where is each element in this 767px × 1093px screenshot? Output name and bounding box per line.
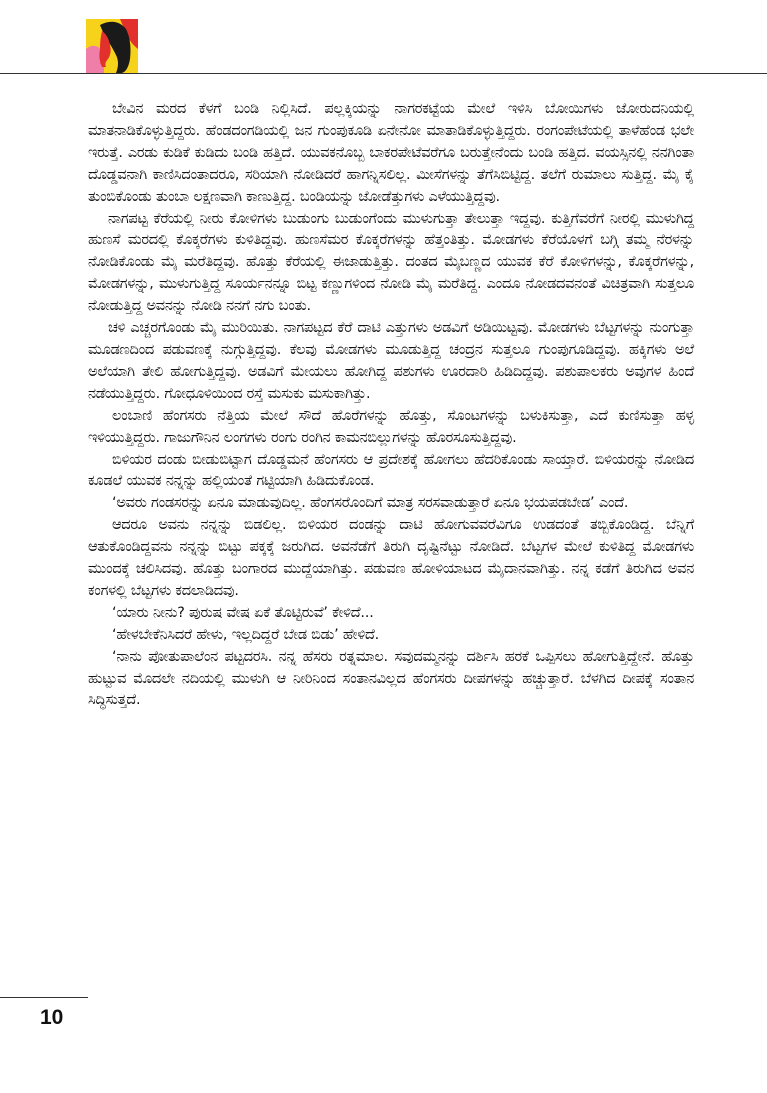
paragraph: ಬೇವಿನ ಮರದ ಕೆಳಗೆ ಬಂಡಿ ನಿಲ್ಲಿಸಿದೆ. ಪಲ್ಲಕ್ಕಿಯನ್ನು ನಾಗರಕಟ್ಟೆಯ ಮೇಲೆ ಇಳಿಸಿ ಬೋಯಿಗಳು ಜೋರುದನಿಯಲ್ಲಿ ಮಾತನಾಡಿಕೊಳ್ಳುತ್ತಿದ್ದರು. ಹೆಂಡದಂಗಡಿಯಲ್ಲಿ ಜನ ಗುಂಪುಕೂಡಿ ಏನೇನೋ ಮಾತಾಡಿಕೊಳ್ಳುತ್ತಿದ್ದರು. ರಂಗಂಪೇಟೆಯಲ್ಲಿ ತಾಳೆಹೆಂಡ ಭಲೇ ಇರುತ್ತೆ. ಎರಡು ಕುಡಿಕೆ ಕುಡಿದು ಬಂಡಿ ಹತ್ತಿದೆ. ಯುವಕನೊಬ್ಬ ಬಾಕರಪೇಟೆವರೆಗೂ ಬರುತ್ತೇನೆಂದು ಬಂಡಿ ಹತ್ತಿದ. ವಯಸ್ಸಿನಲ್ಲಿ ನನಗಿಂತಾ ದೊಡ್ಡವನಾಗಿ ಕಾಣಿಸಿದಂತಾದರೂ, ಸರಿಯಾಗಿ ನೋಡಿದರೆ ಹಾಗನ್ನಿಸಲಿಲ್ಲ. ಮೀಸೆಗಳನ್ನು ತೆಗೆಸಿಬಿಟ್ಟಿದ್ದ. ತಲೆಗೆ ರುಮಾಲು ಸುತ್ತಿದ್ದ. ಮೈ ಕೈ ತುಂಬಿಕೊಂಡು ತುಂಬಾ ಲಕ್ಷಣವಾಗಿ ಕಾಣುತ್ತಿದ್ದ. ಬಂಡಿಯನ್ನು ಜೋಡೆತ್ತುಗಳು ಎಳೆಯುತ್ತಿದ್ದವು.	[88, 101, 694, 205]
paragraph: ‘ನಾನು ಪೋತುಪಾಲೆಂನ ಪಟ್ಟದರಸಿ. ನನ್ನ ಹೆಸರು ರತ್ನಮಾಲ. ಸವುದಮ್ಮನನ್ನು ದರ್ಶಿಸಿ ಹರಕೆ ಒಪ್ಪಿಸಲು ಹೋಗುತ್ತಿದ್ದೇನೆ. ಹೊತ್ತು ಹುಟ್ಟುವ ಮೊದಲೇ ನದಿಯಲ್ಲಿ ಮುಳುಗಿ ಆ ನೀರಿನಿಂದ ಸಂತಾನವಿಲ್ಲದ ಹೆಂಗಸರು ದೀಪಗಳನ್ನು ಹಚ್ಚುತ್ತಾರೆ. ಬೆಳಗಿದ ದೀಪಕ್ಕೆ ಸಂತಾನ ಸಿದ್ಧಿಸುತ್ತದೆ.	[88, 648, 694, 709]
paragraph: ನಾಗಪಟ್ಟ ಕೆರೆಯಲ್ಲಿ ನೀರು ಕೋಳಿಗಳು ಬುಡುಂಗು ಬುಡುಂಗೆಂದು ಮುಳುಗುತ್ತಾ ತೇಲುತ್ತಾ ಇದ್ದವು. ಕುತ್ತಿಗೆವರೆಗೆ ನೀರಲ್ಲಿ ಮುಳುಗಿದ್ದ ಹುಣಸೆ ಮರದಲ್ಲಿ ಕೊಕ್ಕರೆಗಳು ಕುಳಿತಿದ್ದವು. ಹುಣಸೆಮರ ಕೊಕ್ಕರೆಗಳನ್ನು ಹೆತ್ತಂತಿತ್ತು. ಮೋಡಗಳು ಕೆರೆಯೊಳಗೆ ಬಗ್ಗಿ ತಮ್ಮ ನೆರಳನ್ನು ನೋಡಿಕೊಂಡು ಮೈ ಮರೆತಿದ್ದವು. ಹೊತ್ತು ಕೆರೆಯಲ್ಲಿ ಈಜಾಡುತ್ತಿತ್ತು. ದಂತದ ಮೈಬಣ್ಣದ ಯುವಕ ಕೆರೆ ಕೋಳಿಗಳನ್ನು, ಕೊಕ್ಕರೆಗಳನ್ನು, ಮೋಡಗಳನ್ನು, ಮುಳುಗುತ್ತಿದ್ದ ಸೂರ್ಯನನ್ನೂ ಬಿಟ್ಟ ಕಣ್ಣುಗಳಿಂದ ನೋಡಿ ಮೈ ಮರೆತಿದ್ದ. ಎಂದೂ ನೋಡದವನಂತೆ ವಿಚಿತ್ರವಾಗಿ ಸುತ್ತಲೂ ನೋಡುತ್ತಿದ್ದ ಅವನನ್ನು ನೋಡಿ ನನಗೆ ನಗು ಬಂತು.	[88, 210, 694, 315]
paragraph: ‘ಯಾರು ನೀನು? ಪುರುಷ ವೇಷ ಏಕೆ ತೊಟ್ಟಿರುವೆ’ ಕೇಳಿದೆ...	[112, 604, 374, 621]
footer-rule	[0, 997, 88, 998]
paragraph: ‘ಹೇಳಬೇಕೆನಿಸಿದರೆ ಹೇಳು, ಇಲ್ಲದಿದ್ದರೆ ಬೇಡ ಬಿಡು’ ಹೇಳಿದೆ.	[112, 626, 380, 643]
page-number: 10	[40, 1006, 64, 1029]
paragraph: ಚಳಿ ಎಚ್ಚರಗೊಂಡು ಮೈ ಮುರಿಯಿತು. ನಾಗಪಟ್ಟದ ಕೆರೆ ದಾಟಿ ಎತ್ತುಗಳು ಅಡವಿಗೆ ಅಡಿಯಿಟ್ಟವು. ಮೋಡಗಳು ಬೆಟ್ಟಗಳನ್ನು ನುಂಗುತ್ತಾ ಮೂಡಣದಿಂದ ಪಡುವಣಕ್ಕೆ ನುಗ್ಗುತ್ತಿದ್ದವು. ಕೆಲವು ಮೋಡಗಳು ಮೂಡುತ್ತಿದ್ದ ಚಂದ್ರನ ಸುತ್ತಲೂ ಗುಂಪುಗೂಡಿದ್ದವು. ಹಕ್ಕಿಗಳು ಅಲೆ ಅಲೆಯಾಗಿ ತೇಲಿ ಹೋಗುತ್ತಿದ್ದವು. ಅಡವಿಗೆ ಮೇಯಲು ಹೋಗಿದ್ದ ಪಶುಗಳು ಊರದಾರಿ ಹಿಡಿದಿದ್ದವು. ಪಶುಪಾಲಕರು ಅವುಗಳ ಹಿಂದೆ ನಡೆಯುತ್ತಿದ್ದರು. ಗೋಧೂಳಿಯಿಂದ ರಸ್ತೆ ಮಸುಕು ಮಸುಕಾಗಿತ್ತು.	[88, 320, 694, 402]
paragraph: ‘ಅವರು ಗಂಡಸರನ್ನು ಏನೂ ಮಾಡುವುದಿಲ್ಲ. ಹೆಂಗಸರೊಂದಿಗೆ ಮಾತ್ರ ಸರಸವಾಡುತ್ತಾರೆ ಏನೂ ಭಯಪಡಬೇಡ’ ಎಂದೆ.	[112, 495, 629, 512]
paragraph: ಆದರೂ ಅವನು ನನ್ನನ್ನು ಬಿಡಲಿಲ್ಲ. ಬಿಳಿಯರ ದಂಡನ್ನು ದಾಟಿ ಹೋಗುವವರೆವಿಗೂ ಉಡದಂತೆ ತಬ್ಬಿಕೊಂಡಿದ್ದ. ಬೆನ್ನಿಗೆ ಆತುಕೊಂಡಿದ್ದವನು ನನ್ನನ್ನು ಬಿಟ್ಟು ಪಕ್ಕಕ್ಕೆ ಜರುಗಿದ. ಅವನೆಡೆಗೆ ತಿರುಗಿ ದೃಷ್ಟಿನೆಟ್ಟು ನೋಡಿದೆ. ಬೆಟ್ಟಗಳ ಮೇಲೆ ಕುಳಿತಿದ್ದ ಮೋಡಗಳು ಮುಂದಕ್ಕೆ ಚಲಿಸಿದವು. ಹೊತ್ತು ಬಂಗಾರದ ಮುದ್ದೆಯಾಗಿತ್ತು. ಪಡುವಣ ಹೋಳಿಯಾಟದ ಮೈದಾನವಾಗಿತ್ತು. ನನ್ನ ಕಡೆಗೆ ತಿರುಗಿದ ಅವನ ಕಂಗಳಲ್ಲಿ ಬೆಟ್ಟಗಳು ಕದಲಾಡಿದವು.	[88, 517, 694, 599]
woman-profile-logo-icon	[86, 19, 138, 73]
paragraph: ಲಂಬಾಣಿ ಹೆಂಗಸರು ನೆತ್ತಿಯ ಮೇಲೆ ಸೌದೆ ಹೊರೆಗಳನ್ನು ಹೊತ್ತು, ಸೊಂಟಗಳನ್ನು ಬಳುಕಿಸುತ್ತಾ, ಎದೆ ಕುಣಿಸುತ್ತಾ ಹಳ್ಳ ಇಳಿಯುತ್ತಿದ್ದರು. ಗಾಜುಗೌನಿನ ಲಂಗಗಳು ರಂಗು ರಂಗಿನ ಕಾಮನಬಿಲ್ಲುಗಳನ್ನು ಹೊರಸೂಸುತ್ತಿದ್ದವು.	[88, 407, 694, 446]
story-body	[88, 99, 694, 712]
header-rule	[0, 73, 767, 74]
paragraph: ಬಿಳಿಯರ ದಂಡು ಬೀಡುಬಿಟ್ಟಾಗ ದೊಡ್ಡಮನೆ ಹೆಂಗಸರು ಆ ಪ್ರದೇಶಕ್ಕೆ ಹೋಗಲು ಹೆದರಿಕೊಂಡು ಸಾಯ್ತಾರೆ. ಬಿಳಿಯರನ್ನು ನೋಡಿದ ಕೂಡಲೆ ಯುವಕ ನನ್ನನ್ನು ಹಲ್ಲಿಯಂತೆ ಗಟ್ಟಿಯಾಗಿ ಹಿಡಿದುಕೊಂಡ.	[88, 451, 694, 490]
